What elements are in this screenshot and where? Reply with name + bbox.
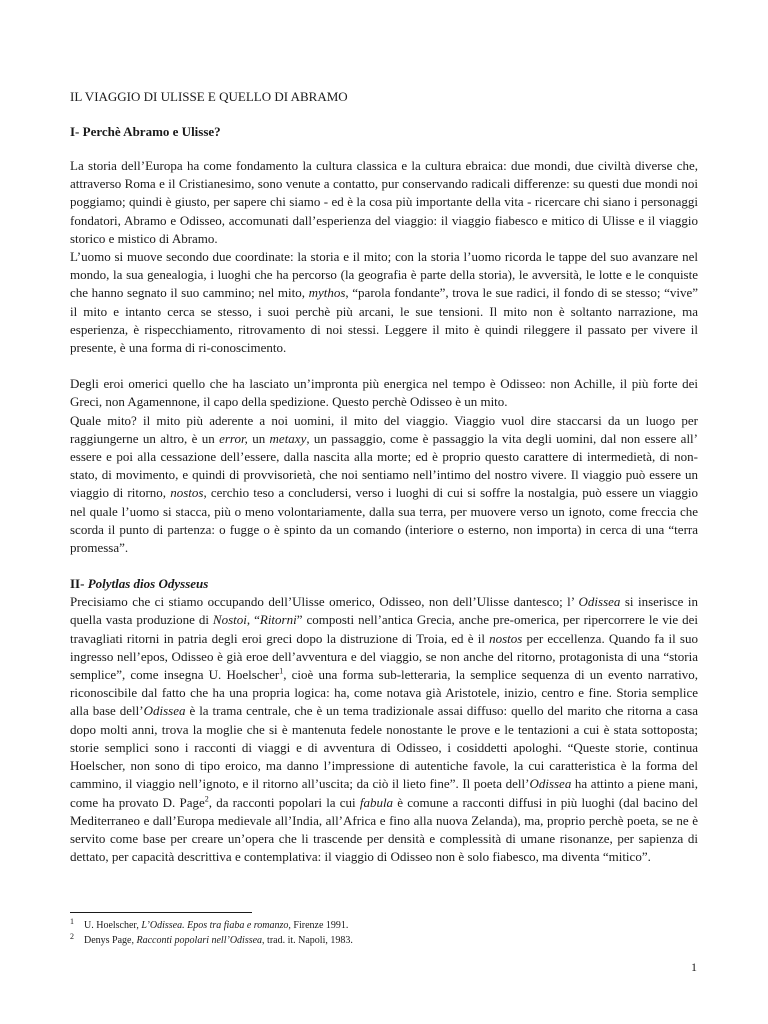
paragraph-4: Quale mito? il mito più aderente a noi uomini, il mito del viaggio. Viaggio vuol dire staccarsi da un luogo per raggiungerne un altro, è un error, un metaxy, un passaggio, come è passaggio la vita degli uomini, dal non essere all’ essere e poi alla cessazione dell’essere, dalla nascita alla morte; ed è proprio questo carattere di intermedietà, di non-stato, di movimento, e quindi di provvisorietà, che noi sentiamo nell’intimo del nostro vivere. Il viaggio può essere un viaggio di ritorno, nostos, cerchio teso a concludersi, verso i luoghi di cui si soffre la nostalgia, può essere un viaggio nel quale l’uomo si stacca, più o meno volontariamente, dalla sua terra, per muovere verso un ignoto, come freccia che scorda il punto di partenza: o fugge o è spinto da un comando (interiore o esterno, non importa) in cerca di una “terra promessa”. <box>70 412 698 556</box>
document-title: IL VIAGGIO DI ULISSE E QUELLO DI ABRAMO <box>70 89 348 104</box>
document-body <box>70 88 698 866</box>
footnotes <box>70 918 698 948</box>
paragraph-2: L’uomo si muove secondo due coordinate: la storia e il mito; con la storia l’uomo ricorda le tappe del suo avanzare nel mondo, la sua genealogia, i luoghi che ha percorso (la geografia è parte della storia), le avversità, le lotte e le conquiste che hanno segnato il suo cammino; nel mito, mythos, “parola fondante”, trova le sue radici, il fondo di se stesso; “vive” il mito e intanto cerca se stesso, i suoi perchè più arcani, le sue tensioni. Il mito non è soltanto narrazione, ma esperienza, è rispecchiamento, ritrovamento di noi stessi. Leggere il mito è quindi rileggere il passato per vivere il presente, è una forma di ri-conoscimento. <box>70 249 698 356</box>
paragraph-5: Precisiamo che ci stiamo occupando dell’Ulisse omerico, Odisseo, non dell’Ulisse dantesco; l’ Odissea si inserisce in quella vasta produzione di Nostoi, “Ritorni” composti nell’antica Grecia, anche pre-omerica, per ripercorrere le vie dei travagliati ritorni in patria degli eroi greci dopo la distruzione di Troia, ed è il nostos per eccellenza. Quando fa il suo ingresso nell’epos, Odisseo è già eroe dell’avventura e del viaggio, se non anche del ritorno, protagonista di una “storia semplice”, come insegna U. Hoelscher$^1$, cioè una forma sub-letteraria, la semplice sequenza di un evento narrativo, riconoscibile dal fatto che ha una propria logica: ha, come notava già Aristotele, inizio, centro e fine. Storia semplice alla base dell’Odissea è la trama centrale, che è un tema tradizionale assai diffuso: quello del marito che ritorna a casa dopo molti anni, trova la moglie che si è mantenuta fedele nonostante le prove e le tentazioni a cui è stata sottoposta; storie semplici sono i racconti di viaggi e di avventura di Odisseo, i cosiddetti apologhi. “Queste storie, continua Hoelscher, non sono di tipo eroico, ma danno l’impressione di autentiche favole, la cui caratteristica è la forma del cammino, il viaggio nell’ignoto, e il ritorno all’uscita; da ciò il lieto fine”. Il poeta dell’Odissea ha attinto a piene mani, come ha provato D. Page$^2$, da racconti popolari la cui fabula è comune a racconti diffusi in più luoghi (dal bacino del Mediterraneo e dall’Europa medievale all’India, all’Africa e fino alla nuova Zelanda), ma, proprio perchè poeta, se ne è servito come base per creare un’opera che li trascende per densità e complessità di umane risonanze, per sapienza di dettato, per capacità descrittiva e contemplativa: il viaggio di Odisseo non è solo fiabesco, ma diventa “mitico”. <box>70 594 698 865</box>
footnote-2: $^2$ Denys Page, Racconti popolari nell’Odissea, trad. it. Napoli, 1983. <box>70 931 353 946</box>
footnote-ref-2[interactable]: 2 <box>204 794 209 804</box>
paragraph-1: La storia dell’Europa ha come fondamento la cultura classica e la cultura ebraica: due mondi, due civiltà diverse che, attraverso Roma e il Cristianesimo, sono venute a contatto, pur conservando radicali differenze: su questi due mondi noi poggiamo; quindi è giusto, per sapere chi siamo - ed è la cosa più importante della vita - ricercare chi siano i personaggi fondatori, Abramo e Odisseo, accomunati dall’esperienza del viaggio: il viaggio fiabesco e mitico di Ulisse e il viaggio storico e mistico di Abramo. <box>70 158 698 246</box>
page-number: 1 <box>691 960 697 974</box>
section-2-heading: II- Polytlas dios Odysseus <box>70 576 209 592</box>
footnote-ref-1[interactable]: 1 <box>279 666 284 676</box>
paragraph-3: Degli eroi omerici quello che ha lasciato un’impronta più energica nel tempo è Odisseo: non Achille, il più forte dei Greci, non Agamennone, il capo della spedizione. Questo perchè Odisseo è un mito. <box>70 376 698 410</box>
section-1-heading: I- Perchè Abramo e Ulisse? <box>70 124 221 139</box>
footnote-1: $^1$ U. Hoelscher, L’Odissea. Epos tra fiaba e romanzo, Firenze 1991. <box>70 916 349 931</box>
footnote-separator <box>70 912 252 913</box>
